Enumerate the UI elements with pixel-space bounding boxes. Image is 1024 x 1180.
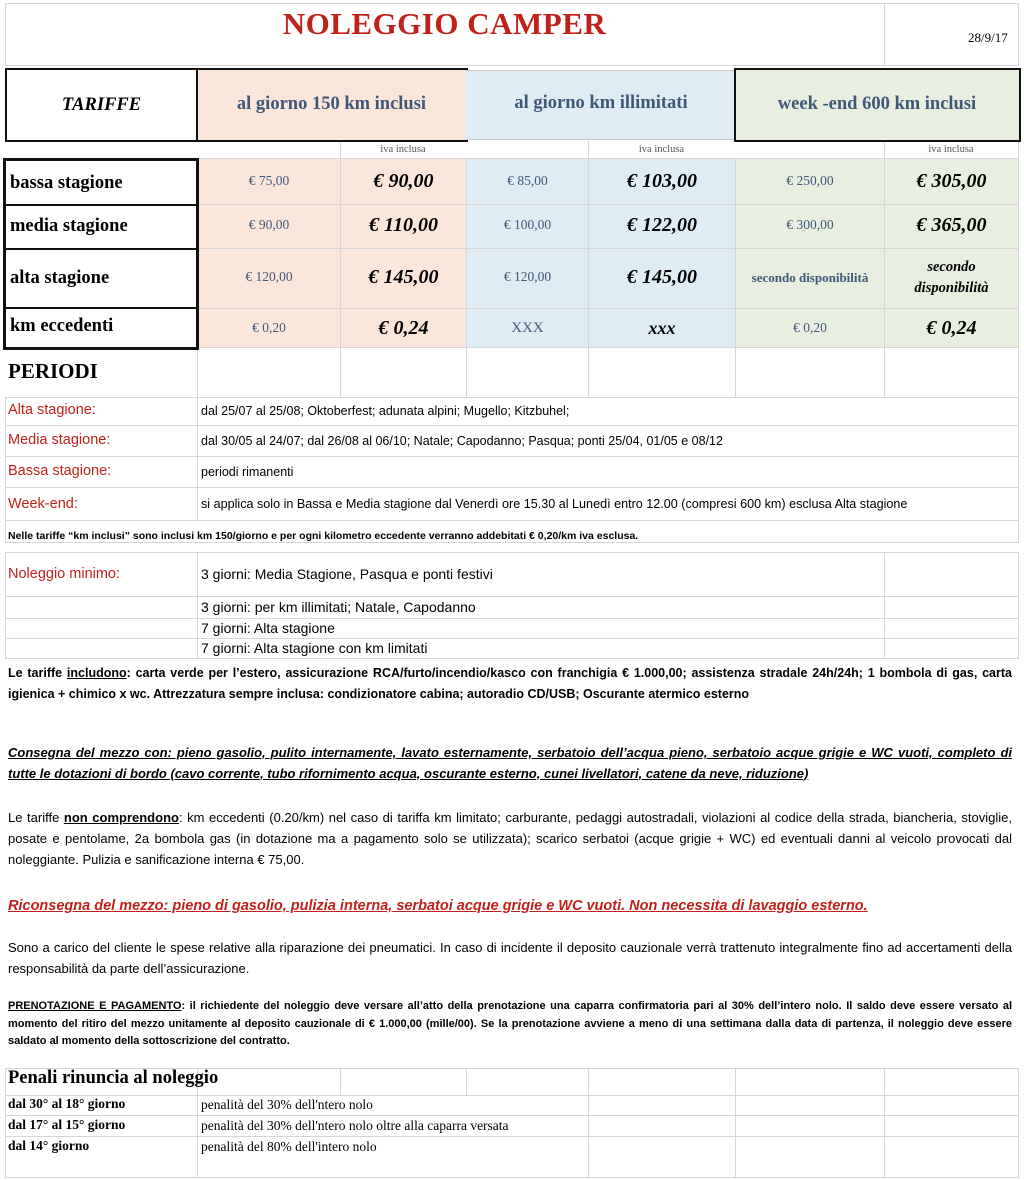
periodo-value-weekend: si applica solo in Bassa e Media stagione dal Venerdì ore 15.30 al Lunedì entro 12.00 (compresi 600 km) esclusa Alta stagione xyxy=(201,497,908,511)
price-cell: € 250,00 xyxy=(786,173,834,188)
price-cell: € 0,20 xyxy=(793,320,827,335)
column-header-illimitati: al giorno km illimitati xyxy=(466,70,736,140)
price-cell: XXX xyxy=(511,320,544,336)
price-cell: € 145,00 xyxy=(368,266,439,288)
price-cell: € 145,00 xyxy=(627,266,697,288)
price-cell: secondo disponibilità xyxy=(914,259,989,296)
penale-value: penalità del 30% dell'ntero nolo oltre alla caparra versata xyxy=(201,1118,509,1133)
periodo-label-bassa: Bassa stagione: xyxy=(8,463,112,479)
price-cell: € 90,00 xyxy=(248,217,290,232)
noleggio-minimo-item: 3 giorni: Media Stagione, Pasqua e ponti festivi xyxy=(201,566,493,582)
page-title: NOLEGGIO CAMPER xyxy=(282,6,607,41)
riconsegna-paragraph: Riconsegna del mezzo: pieno di gasolio, pulizia interna, serbatoi acque grigie e WC vuoti. Non necessita di lavaggio esterno. xyxy=(8,898,868,914)
tariffe-header-cell xyxy=(5,68,198,142)
periodo-value-media: dal 30/05 al 24/07; dal 26/08 al 06/10; Natale; Capodanno; Pasqua; ponti 25/04, 01/05 e 08/12 xyxy=(201,434,723,448)
price-cell: secondo disponibilità xyxy=(751,270,869,285)
periodo-value-bassa: periodi rimanenti xyxy=(201,465,294,479)
km-inclusi-note: Nelle tariffe “km inclusi” sono inclusi km 150/giorno e per ogni kilometro eccedente verranno addebitati € 0,20/km iva esclusa. xyxy=(8,530,639,542)
price-cell: xxx xyxy=(648,318,676,338)
prenotazione-paragraph: PRENOTAZIONE E PAGAMENTO: il richiedente del noleggio deve versare all’atto della prenotazione una caparra confirmatoria pari al 30% dell’intero nolo. Il saldo deve essere versato al momento del ritiro del mezzo unitamente al deposito cauzionale di € 1.000,00 (mille/00). Se la prenotazione avviene a meno di una settimana dalla data di partenza, il noleggio deve essere saldato al momento della sottoscrizione del contratto. xyxy=(8,1000,1012,1047)
iva-note-col1: iva inclusa xyxy=(380,144,426,155)
price-cell: € 110,00 xyxy=(369,214,438,236)
row-label-km: km eccedenti xyxy=(10,316,114,336)
penale-label: dal 14° giorno xyxy=(8,1138,90,1153)
row-label-alta: alta stagione xyxy=(10,268,110,288)
periodo-label-media: Media stagione: xyxy=(8,432,111,448)
price-cell: € 0,20 xyxy=(252,320,286,335)
price-cell: € 75,00 xyxy=(248,173,290,188)
price-cell: € 103,00 xyxy=(627,170,697,192)
tariffe-label: TARIFFE xyxy=(61,95,142,115)
penale-label: dal 17° al 15° giorno xyxy=(8,1117,126,1132)
periodi-heading: PERIODI xyxy=(8,359,98,383)
noleggio-minimo-item: 7 giorni: Alta stagione xyxy=(201,620,335,636)
price-cell: € 90,00 xyxy=(373,170,434,192)
penali-heading: Penali rinuncia al noleggio xyxy=(8,1068,219,1088)
price-cell: € 100,00 xyxy=(503,217,552,232)
pneumatici-paragraph: Sono a carico del cliente le spese relative alla riparazione dei pneumatici. In caso di incidente il deposito cauzionale verrà trattenuto integralmente fino ad accertamenti della responsabilità da parte dell’assicurazione. xyxy=(8,940,1012,976)
price-cell: € 120,00 xyxy=(245,269,293,284)
tariffe-includono-paragraph: Le tariffe includono: carta verde per l’estero, assicurazione RCA/furto/incendio/kasco con franchigia € 1.000,00; assistenza stradale 24h/24h; 1 bombola di gas, carta igienica + chimico x wc. Attrezzatura sempre inclusa: condizionatore cabina; autoradio CD/USB; Oscurante atermico esterno xyxy=(8,666,1012,701)
row-label-bassa: bassa stagione xyxy=(10,173,123,193)
price-cell: € 300,00 xyxy=(786,217,834,232)
price-cell: € 0,24 xyxy=(378,317,429,339)
consegna-paragraph: Consegna del mezzo con: pieno gasolio, pulito internamente, lavato esternamente, serbatoio dell’acqua pieno, serbatoio acque grigie e WC vuoti, completo di tutte le dotazioni di bordo (cavo corrente, tubo rifornimento acqua, oscurante esterno, cunei livellatori, catene da neve, riduzione) xyxy=(8,745,1012,781)
column-header-150km: al giorno 150 km inclusi xyxy=(196,68,468,142)
price-cell: € 122,00 xyxy=(627,214,697,236)
penale-value: penalità del 30% dell'ntero nolo xyxy=(201,1097,373,1112)
periodo-value-alta: dal 25/07 al 25/08; Oktoberfest; adunata alpini; Mugello; Kitzbuhel; xyxy=(201,404,570,418)
document-date: 28/9/17 xyxy=(968,30,1008,45)
iva-note-col3: iva inclusa xyxy=(928,144,974,155)
price-cell: € 305,00 xyxy=(916,170,987,192)
noleggio-minimo-item: 7 giorni: Alta stagione con km limitati xyxy=(201,640,428,656)
price-cell: € 0,24 xyxy=(926,317,977,339)
price-cell: € 365,00 xyxy=(916,214,987,236)
noleggio-minimo-label: Noleggio minimo: xyxy=(8,566,121,582)
periodo-label-weekend: Week-end: xyxy=(8,496,78,512)
noleggio-minimo-item: 3 giorni: per km illimitati; Natale, Capodanno xyxy=(201,599,476,615)
column-header-weekend: week -end 600 km inclusi xyxy=(734,68,1021,142)
price-cell: € 85,00 xyxy=(507,173,548,188)
penale-label: dal 30° al 18° giorno xyxy=(8,1096,126,1111)
periodo-label-alta: Alta stagione: xyxy=(8,402,96,418)
row-label-media: media stagione xyxy=(10,216,128,236)
iva-note-col2: iva inclusa xyxy=(638,144,685,155)
penale-value: penalità del 80% dell'intero nolo xyxy=(201,1139,377,1154)
tariffe-non-comprendono-paragraph: Le tariffe non comprendono: km eccedenti (0.20/km) nel caso di tariffa km limitato; carburante, pedaggi autostradali, violazioni al codice della strada, biancheria, stoviglie, posate e pentolame, 2a bombola gas (in dotazione ma a pagamento solo se utilizzata); scarico serbatoi (acque grigie + WC) ed eventuali danni al veicolo provocati dal noleggiante. Pulizia e sanificazione interna € 75,00. xyxy=(8,810,1012,867)
price-cell: € 120,00 xyxy=(503,269,552,284)
